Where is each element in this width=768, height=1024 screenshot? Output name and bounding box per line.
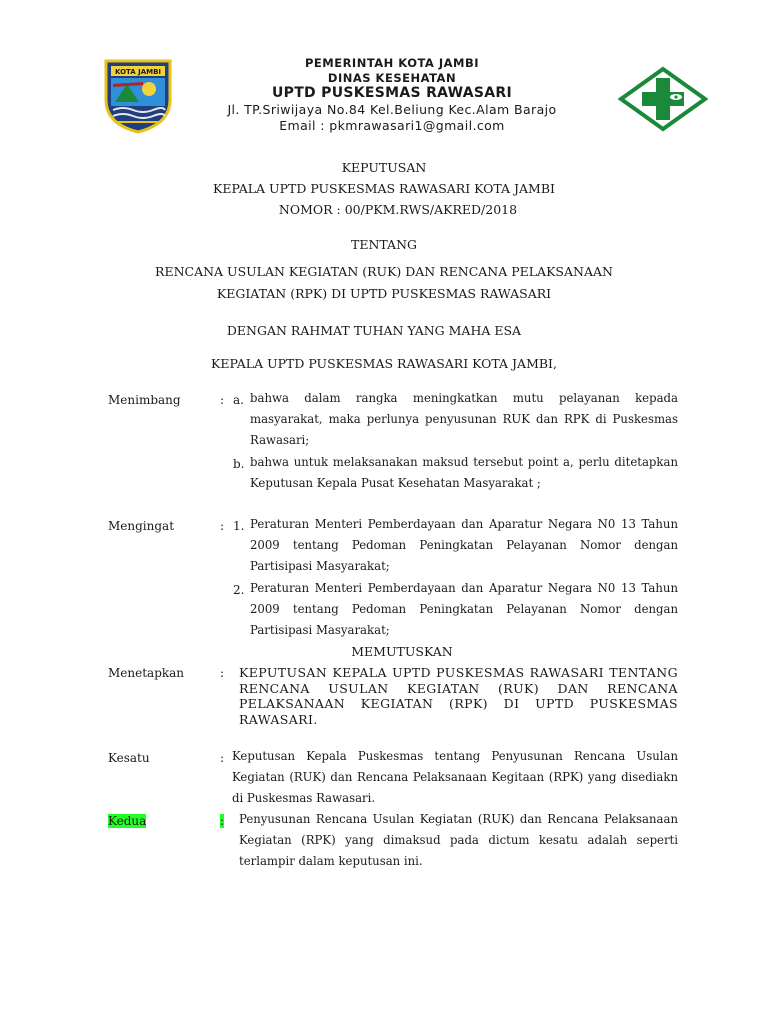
decree-subject-line1: RENCANA USULAN KEGIATAN (RUK) DAN RENCANA PELAKSANAAN: [155, 264, 613, 279]
mengingat-item-2: Peraturan Menteri Pemberdayaan dan Aparatur Negara N0 13 Tahun 2009 tentang Pedoman Peningkatan Pelayanan Nomor dengan Partisipasi Masyarakat;: [250, 581, 678, 637]
letterhead-government: PEMERINTAH KOTA JAMBI: [304, 56, 479, 70]
decree-title: KEPUTUSAN: [341, 160, 427, 175]
kedua-colon: :: [220, 814, 225, 828]
kedua-label: Kedua: [108, 814, 147, 828]
menimbang-label: Menimbang: [108, 393, 181, 407]
puskesmas-cross-logo-icon: [618, 66, 708, 132]
mengingat-marker-1: 1.: [233, 519, 245, 533]
decree-about: TENTANG: [350, 237, 417, 252]
letterhead-institution: UPTD PUSKESMAS RAWASARI: [271, 85, 513, 101]
decree-subject-line2: KEGIATAN (RPK) DI UPTD PUSKESMAS RAWASARI: [216, 286, 552, 301]
kedua-text: Penyusunan Rencana Usulan Kegiatan (RUK) dan Rencana Pelaksanaan Kegiatan (RPK) yang dimaksud pada dictum kesatu adalah seperti terlampir dalam keputusan ini.: [239, 812, 678, 868]
menimbang-marker-a: a.: [233, 393, 244, 407]
menetapkan-colon: :: [220, 666, 225, 680]
menetapkan-label: Menetapkan: [108, 666, 185, 680]
decree-issuer: KEPALA UPTD PUSKESMAS RAWASARI KOTA JAMBI: [213, 181, 555, 196]
kota-jambi-emblem-icon: [103, 58, 173, 134]
menetapkan-text: KEPUTUSAN KEPALA UPTD PUSKESMAS RAWASARI TENTANG RENCANA USULAN KEGIATAN (RUK) DAN RENCANA PELAKSANAAN KEGIATAN (RPK) DI UPTD PUSKESMAS RAWASARI.: [239, 665, 678, 727]
menimbang-marker-b: b.: [233, 457, 245, 471]
letterhead-address: Jl. TP.Sriwijaya No.84 Kel.Beliung Kec.Alam Barajo: [227, 102, 557, 117]
blessing-line: DENGAN RAHMAT TUHAN YANG MAHA ESA: [226, 323, 522, 338]
emblem-label: KOTA JAMBI: [114, 68, 162, 76]
mengingat-marker-2: 2.: [233, 583, 245, 597]
kesatu-text: Keputusan Kepala Puskesmas tentang Penyusunan Rencana Usulan Kegiatan (RUK) dan Rencana Pelaksanaan Kegitaan (RPK) yang disediakn di Puskesmas Rawasari.: [232, 749, 678, 805]
kesatu-colon: :: [220, 751, 225, 765]
memutuskan-heading: MEMUTUSKAN: [351, 644, 453, 659]
mengingat-label: Mengingat: [108, 519, 175, 533]
mengingat-colon: :: [220, 519, 225, 533]
letterhead-department: DINAS KESEHATAN: [327, 71, 457, 85]
authority-line: KEPALA UPTD PUSKESMAS RAWASARI KOTA JAMBI,: [211, 356, 557, 371]
decree-number: NOMOR : 00/PKM.RWS/AKRED/2018: [278, 202, 518, 217]
menimbang-colon: :: [220, 393, 225, 407]
letterhead-email: Email : pkmrawasari1@gmail.com: [279, 118, 505, 133]
menimbang-item-b: bahwa untuk melaksanakan maksud tersebut point a, perlu ditetapkan Keputusan Kepala Pusat Kesehatan Masyarakat ;: [250, 455, 678, 490]
menimbang-item-a: bahwa dalam rangka meningkatkan mutu pelayanan kepada masyarakat, maka perlunya penyusunan RUK dan RPK di Puskesmas Rawasari;: [250, 391, 678, 447]
mengingat-item-1: Peraturan Menteri Pemberdayaan dan Aparatur Negara N0 13 Tahun 2009 tentang Pedoman Peningkatan Pelayanan Nomor dengan Partisipasi Masyarakat;: [250, 517, 678, 573]
kesatu-label: Kesatu: [108, 751, 150, 765]
